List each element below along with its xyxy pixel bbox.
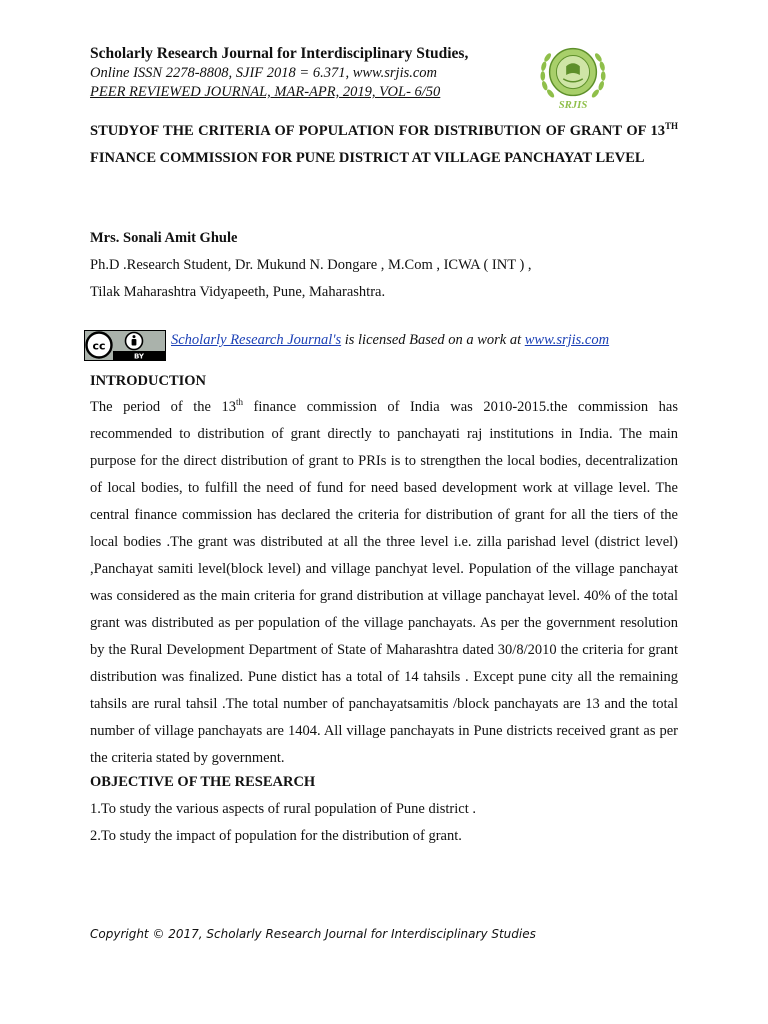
license-statement <box>171 330 609 350</box>
intro-text-b: finance commission of India was 2010-2015.the commission has recommended to distribution of grant directly to panchayati raj institutions in India. The main purpose for the direct distribution of grant to PRIs is to strengthen the local bodies, decentralization of local bodies, to fulfill the need of fund for need based development work at village level. The central finance commission has declared the criteria for distribution of grant for all the tiers of the local bodies .The grant was distributed at all the three level i.e. zilla parishad level (district level) ,Panchayat samiti level(block level) and village panchyat level. Population of the village panchayat was considered as the main criteria for grand distribution at village panchayat level. 40% of the total grant was distributed as per population of the village panchayats. As per the government resolution by the Rural Development Department of State of Maharashtra dated 30/8/2010 the criteria for grant distribution was finalized. Pune distict has a total of 14 tahsils . Except pune city all the remaining tahsils are rural tahsil .The total number of panchayatsamitis /block panchayats are 13 and the total number of village panchayats are 1404. All village panchayats in Pune districts received grant as per the criteria stated by government. <box>90 399 678 766</box>
title-part2: FINANCE COMMISSION FOR PUNE DISTRICT AT VILLAGE PANCHAYAT LEVEL <box>90 150 645 166</box>
svg-text:cc: cc <box>92 339 106 353</box>
cc-by-license-icon[interactable] <box>84 330 166 361</box>
license-middle-text: is licensed Based on a work at <box>341 332 525 348</box>
srjis-logo <box>534 36 612 112</box>
journal-name: Scholarly Research Journal for Interdisciplinary Studies, <box>90 45 469 62</box>
objective-item: 2.To study the impact of population for the distribution of grant. <box>90 828 462 844</box>
author-affiliation-1: Ph.D .Research Student, Dr. Mukund N. Dongare , M.Com , ICWA ( INT ) , <box>90 257 532 273</box>
copyright-footer: Copyright © 2017, Scholarly Research Journal for Interdisciplinary Studies <box>90 927 536 941</box>
introduction-heading: INTRODUCTION <box>90 373 207 389</box>
introduction-paragraph <box>90 394 678 772</box>
journal-peer-line: PEER REVIEWED JOURNAL, MAR-APR, 2019, VOL- 6/50 <box>90 84 441 100</box>
title-superscript: TH <box>664 121 678 131</box>
author-name: Mrs. Sonali Amit Ghule <box>90 230 238 246</box>
author-affiliation-2: Tilak Maharashtra Vidyapeeth, Pune, Maharashtra. <box>90 284 386 300</box>
cc-by-label: BY <box>133 352 145 361</box>
journal-issn-line: Online ISSN 2278-8808, SJIF 2018 = 6.371, www.srjis.com <box>90 65 438 81</box>
paper-title <box>90 118 678 172</box>
intro-text-a: The period of the 13 <box>90 399 236 415</box>
srjis-website-link[interactable]: www.srjis.com <box>524 332 610 348</box>
objective-item: 1.To study the various aspects of rural population of Pune district . <box>90 801 476 817</box>
objective-heading: OBJECTIVE OF THE RESEARCH <box>90 774 316 790</box>
journal-header <box>90 44 510 102</box>
title-part1: STUDYOF THE CRITERIA OF POPULATION FOR DISTRIBUTION OF GRANT OF 13 <box>90 123 665 139</box>
intro-superscript: th <box>236 397 244 407</box>
logo-text: SRJIS <box>558 99 588 112</box>
journal-license-link[interactable]: Scholarly Research Journal's <box>171 332 342 348</box>
